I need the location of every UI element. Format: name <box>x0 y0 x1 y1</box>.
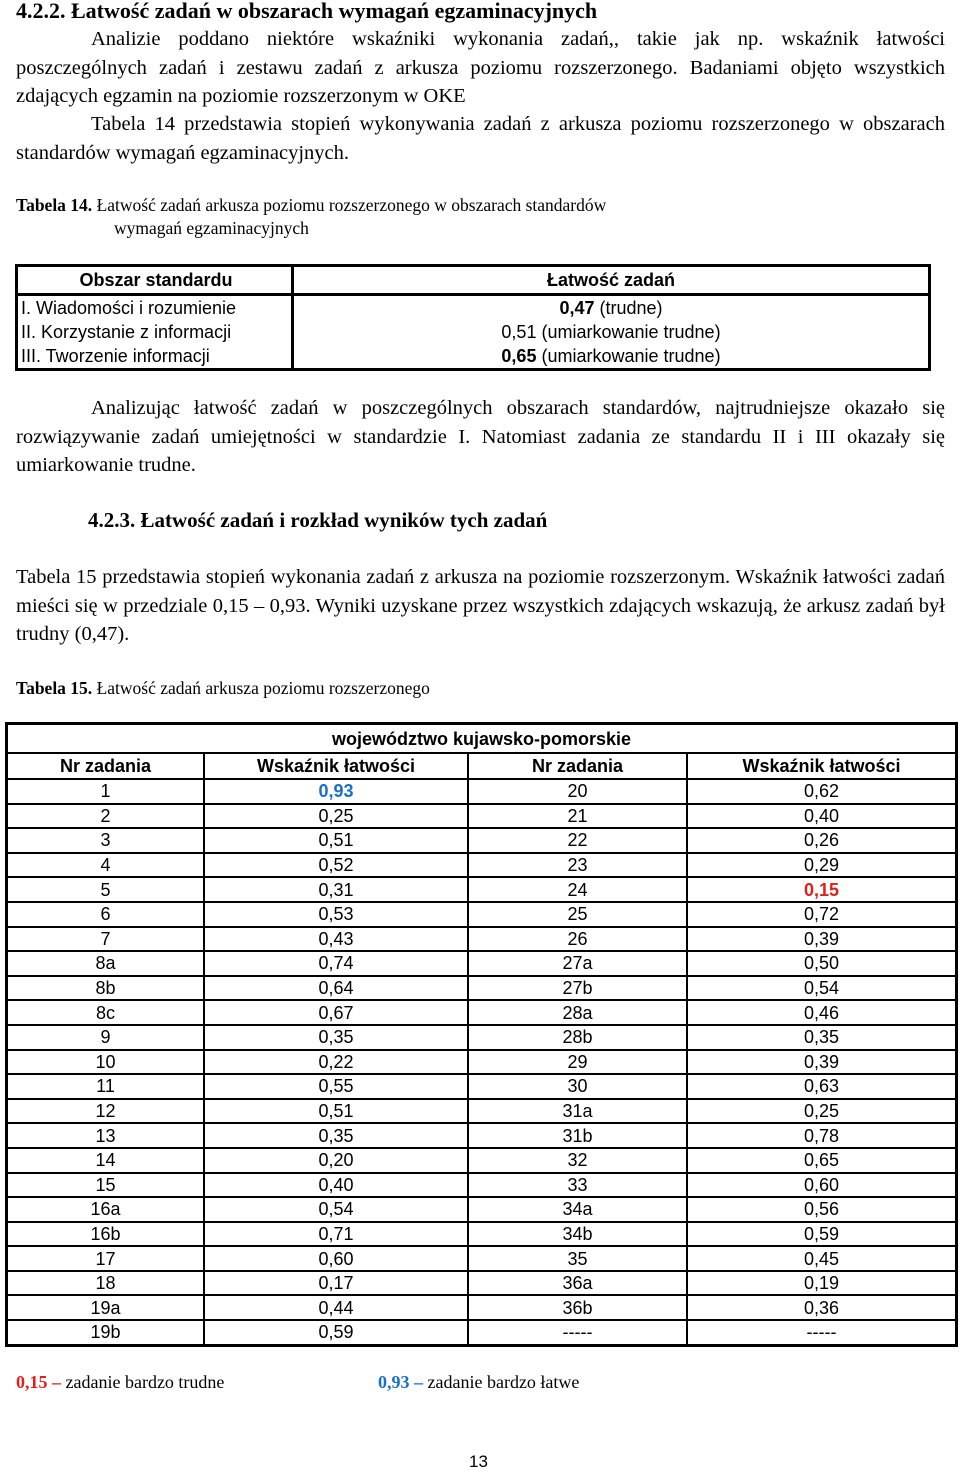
table15-task-number: 28b <box>468 1025 687 1050</box>
table14-row <box>17 320 930 344</box>
table15-task-number: 6 <box>7 902 205 927</box>
table15-row <box>7 902 957 927</box>
table15-index-value: 0,51 <box>204 1099 468 1124</box>
table15-row <box>7 1222 957 1247</box>
table15-index-value: 0,25 <box>687 1099 957 1124</box>
intro-paragraph: Analizie poddano niektóre wskaźniki wykonania zadań,, takie jak np. wskaźnik łatwości poszczególnych zadań i zestawu zadań z arkusza poziomu rozszerzonego. Badaniami objęto wszystkich zdających egzamin na poziomie rozszerzonym w OKE <box>16 28 945 107</box>
table15-row <box>7 1295 957 1320</box>
table15-index-value: 0,40 <box>204 1173 468 1198</box>
table15-task-number: 36b <box>468 1295 687 1320</box>
table15-caption <box>16 677 430 700</box>
table15-task-number: 25 <box>468 902 687 927</box>
legend-easy <box>378 1372 579 1393</box>
table15-task-number: 22 <box>468 828 687 853</box>
table15-row <box>7 804 957 829</box>
table15-index-value: 0,59 <box>687 1222 957 1247</box>
table15-row <box>7 1074 957 1099</box>
table15-index-value: 0,56 <box>687 1197 957 1222</box>
table15-row <box>7 877 957 902</box>
table15-task-number: 1 <box>7 779 205 804</box>
table15-index-value: 0,26 <box>687 828 957 853</box>
table15-row <box>7 951 957 976</box>
table15-task-number: 34b <box>468 1222 687 1247</box>
table14-desc: (umiarkowanie trudne) <box>541 322 721 342</box>
table15-index-value: 0,54 <box>687 976 957 1001</box>
table15-index-value: 0,35 <box>687 1025 957 1050</box>
table15-index-value: 0,59 <box>204 1320 468 1345</box>
table15-index-value: 0,60 <box>687 1173 957 1198</box>
legend-hard-text: zadanie bardzo trudne <box>65 1372 225 1392</box>
table15-index-value: 0,62 <box>687 779 957 804</box>
table14-header-area: Obszar standardu <box>17 266 293 295</box>
table15-region-row <box>7 724 957 754</box>
table15-index-value: 0,51 <box>204 828 468 853</box>
table15-task-number: 21 <box>468 804 687 829</box>
table15-task-number: 15 <box>7 1173 205 1198</box>
table15-index-value: 0,50 <box>687 951 957 976</box>
table15-header-index: Wskaźnik łatwości <box>204 753 468 779</box>
table14-desc: (trudne) <box>599 298 663 318</box>
table15-header-task: Nr zadania <box>7 753 205 779</box>
table15-row <box>7 853 957 878</box>
table15-task-number: 2 <box>7 804 205 829</box>
page-number: 13 <box>469 1452 488 1471</box>
legend-easy-text: zadanie bardzo łatwe <box>427 1372 580 1392</box>
table15-index-value: 0,39 <box>687 927 957 952</box>
section-heading-4-2-2: 4.2.2. Łatwość zadań w obszarach wymagań egzaminacyjnych <box>16 0 598 23</box>
table15-task-number: 31b <box>468 1123 687 1148</box>
table15-row <box>7 779 957 804</box>
table14-desc: (umiarkowanie trudne) <box>541 346 721 366</box>
table15-index-value: 0,20 <box>204 1148 468 1173</box>
table15-task-number: 20 <box>468 779 687 804</box>
table14-ease <box>293 320 930 344</box>
table15-index-value: 0,78 <box>687 1123 957 1148</box>
table15-task-number: 5 <box>7 877 205 902</box>
table14-row <box>17 295 930 321</box>
table15-task-number: 3 <box>7 828 205 853</box>
table15-index-value: 0,71 <box>204 1222 468 1247</box>
table15-task-number: 27a <box>468 951 687 976</box>
table15-task-number: 16a <box>7 1197 205 1222</box>
table15-task-number: 8b <box>7 976 205 1001</box>
table15-row <box>7 1000 957 1025</box>
table15-index-value: 0,36 <box>687 1295 957 1320</box>
table15-row <box>7 1320 957 1345</box>
legend-hard-value: 0,15 <box>16 1372 48 1392</box>
table15-task-number: 11 <box>7 1074 205 1099</box>
table14-header-row <box>17 266 930 295</box>
table14-ease <box>293 295 930 321</box>
table15-index-value: 0,39 <box>687 1050 957 1075</box>
table15-task-number: 8c <box>7 1000 205 1025</box>
table15-index-value: 0,43 <box>204 927 468 952</box>
table15-task-number: 24 <box>468 877 687 902</box>
table14-area: II. Korzystanie z informacji <box>17 320 293 344</box>
table15-row <box>7 1123 957 1148</box>
table15-task-number: 30 <box>468 1074 687 1099</box>
table15-task-number: 27b <box>468 976 687 1001</box>
table15-row <box>7 976 957 1001</box>
table15-row <box>7 1148 957 1173</box>
table15-task-number: 35 <box>468 1246 687 1271</box>
table15-index-value: 0,17 <box>204 1271 468 1296</box>
table15-task-number: 18 <box>7 1271 205 1296</box>
table14-area: I. Wiadomości i rozumienie <box>17 295 293 321</box>
table15-index-value: 0,46 <box>687 1000 957 1025</box>
table15-header-task: Nr zadania <box>468 753 687 779</box>
table14-area: III. Tworzenie informacji <box>17 344 293 370</box>
table14-header-ease: Łatwość zadań <box>293 266 930 295</box>
table15-header-index: Wskaźnik łatwości <box>687 753 957 779</box>
table15-task-number: 12 <box>7 1099 205 1124</box>
table14 <box>15 264 931 371</box>
table15-task-number: ----- <box>468 1320 687 1345</box>
legend-easy-dash: – <box>414 1372 423 1392</box>
table15-row <box>7 927 957 952</box>
table15 <box>5 722 958 1347</box>
table15-task-number: 33 <box>468 1173 687 1198</box>
table15-index-value: 0,40 <box>687 804 957 829</box>
table14-caption <box>16 194 606 217</box>
table15-caption-label: Tabela 15. <box>16 678 93 698</box>
table15-index-value: 0,25 <box>204 804 468 829</box>
table15-task-number: 34a <box>468 1197 687 1222</box>
table15-index-value: ----- <box>687 1320 957 1345</box>
table15-task-number: 9 <box>7 1025 205 1050</box>
table15-intro-paragraph: Tabela 15 przedstawia stopień wykonania zadań z arkusza na poziomie rozszerzonym. Wskaźnik łatwości zadań mieści się w przedziale 0,15 – 0,93. Wyniki uzyskane przez wszystkich zdających wskazują, że arkusz zadań był trudny (0,47). <box>16 566 945 645</box>
table15-task-number: 19b <box>7 1320 205 1345</box>
table14-caption-line2: wymagań egzaminacyjnych <box>114 218 309 238</box>
table15-task-number: 8a <box>7 951 205 976</box>
table15-task-number: 36a <box>468 1271 687 1296</box>
table14-value: 0,65 <box>501 346 537 366</box>
table15-task-number: 31a <box>468 1099 687 1124</box>
section-heading-4-2-3: 4.2.3. Łatwość zadań i rozkład wyników tych zadań <box>88 508 548 532</box>
table15-task-number: 23 <box>468 853 687 878</box>
table15-index-value: 0,19 <box>687 1271 957 1296</box>
table15-task-number: 17 <box>7 1246 205 1271</box>
table15-index-value: 0,52 <box>204 853 468 878</box>
table14-ease <box>293 344 930 370</box>
table15-index-value: 0,53 <box>204 902 468 927</box>
table15-index-value: 0,54 <box>204 1197 468 1222</box>
table15-row <box>7 1025 957 1050</box>
table15-row <box>7 1246 957 1271</box>
table15-index-value: 0,15 <box>687 877 957 902</box>
table15-task-number: 14 <box>7 1148 205 1173</box>
table15-task-number: 10 <box>7 1050 205 1075</box>
table15-task-number: 32 <box>468 1148 687 1173</box>
table15-task-number: 19a <box>7 1295 205 1320</box>
table14-value: 0,47 <box>559 298 595 318</box>
table15-index-value: 0,74 <box>204 951 468 976</box>
table15-index-value: 0,55 <box>204 1074 468 1099</box>
table15-row <box>7 1173 957 1198</box>
table15-task-number: 28a <box>468 1000 687 1025</box>
table15-index-value: 0,35 <box>204 1025 468 1050</box>
table14-row <box>17 344 930 370</box>
table15-row <box>7 1197 957 1222</box>
table15-task-number: 26 <box>468 927 687 952</box>
legend-hard-dash: – <box>52 1372 61 1392</box>
table15-index-value: 0,44 <box>204 1295 468 1320</box>
table15-task-number: 7 <box>7 927 205 952</box>
table15-region: województwo kujawsko-pomorskie <box>7 724 957 754</box>
table15-index-value: 0,72 <box>687 902 957 927</box>
table15-task-number: 13 <box>7 1123 205 1148</box>
table15-row <box>7 1099 957 1124</box>
table15-index-value: 0,45 <box>687 1246 957 1271</box>
table14-caption-line1: Łatwość zadań arkusza poziomu rozszerzonego w obszarach standardów <box>96 195 607 215</box>
table15-header-row <box>7 753 957 779</box>
table15-task-number: 16b <box>7 1222 205 1247</box>
table15-caption-text: Łatwość zadań arkusza poziomu rozszerzonego <box>96 678 430 698</box>
table15-index-value: 0,93 <box>204 779 468 804</box>
table15-index-value: 0,65 <box>687 1148 957 1173</box>
table15-row <box>7 828 957 853</box>
table15-task-number: 29 <box>468 1050 687 1075</box>
table14-value: 0,51 <box>501 322 537 342</box>
table15-task-number: 4 <box>7 853 205 878</box>
table15-index-value: 0,63 <box>687 1074 957 1099</box>
table14-intro-paragraph: Tabela 14 przedstawia stopień wykonywania zadań z arkusza poziomu rozszerzonego w obszarach standardów wymagań egzaminacyjnych. <box>16 113 945 164</box>
table15-index-value: 0,22 <box>204 1050 468 1075</box>
table15-index-value: 0,35 <box>204 1123 468 1148</box>
legend-easy-value: 0,93 <box>378 1372 410 1392</box>
table15-index-value: 0,60 <box>204 1246 468 1271</box>
table15-index-value: 0,67 <box>204 1000 468 1025</box>
table15-row <box>7 1271 957 1296</box>
table15-row <box>7 1050 957 1075</box>
analysis-paragraph: Analizując łatwość zadań w poszczególnych obszarach standardów, najtrudniejsze okazało się rozwiązywanie zadań umiejętności w standardzie I. Natomiast zadania ze standardu II i III okazały się umiarkowanie trudne. <box>16 397 945 476</box>
table15-index-value: 0,64 <box>204 976 468 1001</box>
table15-index-value: 0,31 <box>204 877 468 902</box>
table15-index-value: 0,29 <box>687 853 957 878</box>
legend-hard <box>16 1372 224 1393</box>
table14-caption-label: Tabela 14. <box>16 195 93 215</box>
